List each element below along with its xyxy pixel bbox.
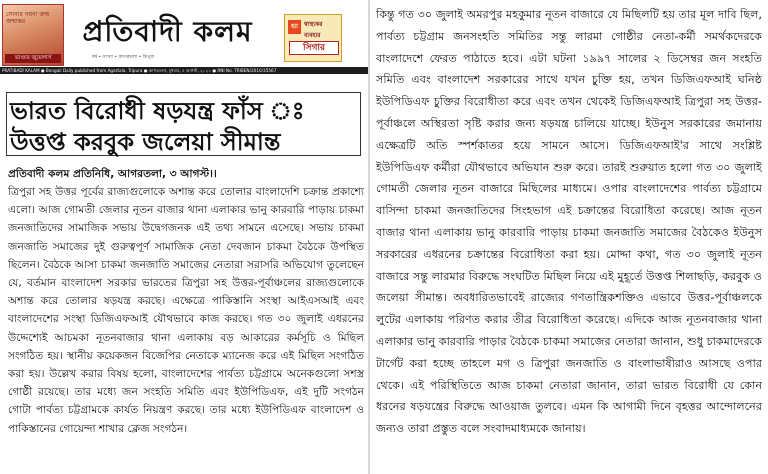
byline-text: প্রতিবাদী কলম প্রতিনিধি, আগরতলা, ৩ আগস্ট।। [8, 168, 217, 180]
newspaper-subtitle: বর্ষ • সংখ্যা • আগরতলা • ত্রিপুরা [92, 55, 155, 60]
ad-right-tagline: স্বাস্থ্যকর ব্যবহার [304, 21, 323, 39]
jewellery-advertisement [2, 4, 64, 66]
newspaper-title: প্রতিবাদী কলম [82, 15, 253, 48]
ad-left-brand: ভাণ্ডার জুয়েলার্স [5, 54, 61, 63]
column-divider [368, 0, 370, 474]
article-left-column: ত্রিপুরা সহ উত্তর পূর্বের রাজ্যগুলোকে অশান্ত করে তোলার বাংলাদেশি চক্রান্ত প্রকাশ্যে এলো। আজ গোমতী জেলার নূতন বাজার থানা এলাকার ভানু কারবারি পাড়ায় চাকমা জনজাতিদের সামাজিক সভায় উদ্বেগজনক এই তথ্য সামনে এসেছে। সভায় চাকমা জনজাতি সমাজের দুই গুরুত্বপূর্ণ সামাজিক নেতা দেবজান চাকমা বৈঠকে উপস্থিত ছিলেন। বৈঠকে আসা চাকমা জনজাতি সমাজের নেতারা সরাসরি অভিযোগ তুলেছেন যে, বর্তমান বাংলাদেশ সরকার ভারতের ত্রিপুরা সহ উত্তর-পূর্বাঞ্চলের রাজ্যগুলোকে অশান্ত করে তোলার ষড়যন্ত্র করছে। এক্ষেত্রে পাকিস্তানি সংস্থা আইএসআই এবং বাংলাদেশের সংস্থা ডিজিএফআই যৌথভাবে কাজ করছে। গত ৩০ জুলাই এধরনের উদ্দেশ্যেই আচমকা নূতনবাজার থানা এলাকায় বড় আকারের কর্মসূচি ও মিছিল সংগঠিত হয়। স্থানীয় কয়েকজন বিজেপির নেতাকে ম্যানেজ করে এই মিছিল সংগঠিত করা হয়। উল্লেখ করার বিষয় হলো, বাংলাদেশের পার্বত্য চট্টগ্রামে অনেকগুলো সশস্ত্র গোষ্ঠী রয়েছে। তার মধ্যে জন সংহতি সমিতি এবং ইউপিডিএফ, এই দুটি সংগঠন গোটা পার্বত্য চট্টগ্রামকে কার্যত নিয়ন্ত্রণ করছে। তার মধ্যে ইউপিডিএফ বাংলাদেশ ও পাকিস্তানের গোয়েন্দা শাখার ক্লেজ সংগঠন। [8, 186, 364, 435]
ad-right-brand: সিগার [289, 41, 339, 55]
headline-line-1: ভারত বিরোধী ষড়যন্ত্র ফাঁস ঃ [10, 96, 305, 125]
headline-line-2: উত্তপ্ত করবুক জলেয়া সীমান্ত [10, 127, 281, 156]
ad-left-tagline: সোনার গয়না জন্ম জন্মান্তর [6, 11, 50, 25]
product-advertisement [284, 14, 342, 62]
masthead [0, 0, 370, 80]
ad-right-badge: হ্যা [288, 20, 301, 34]
article-right-column: কিন্তু গত ৩০ জুলাই অমরপুর মহকুমার নূতন বাজারে যে মিছিলটি হয় তার মূল দাবি ছিল, পার্বত্য চট্টগ্রাম জনসংহতি সমিতির সন্তু লারমা গোষ্ঠীর নেতা-কর্মী সমর্থকদেরকে বাংলাদেশে ফেরত পাঠাতে হবে। এটা ঘটনা ১৯৯৭ সালের ২ ডিসেম্বর জন সংহতি সমিতি এবং বাংলাদেশ সরকারের সাথে যখন চুক্তি হয়, তখন ডিজিএফআই ঘনিষ্ঠ ইউপিডিএফ চুক্তির বিরোধীতা করে এবং তখন থেকেই ডিজিএফআই ত্রিপুরা সহ উত্তর-পূর্বাঞ্চলে অস্থিরতা সৃষ্টি করার জন্য ষড়যন্ত্র চালিয়ে যাচ্ছে। ইউনুস সরকারের জমানায় এক্ষেত্রটি অতি স্পর্শকাতর হয়ে সামনে আসে। ডিজিএফআই'র সাথে সংশ্লিষ্ট ইউপিডিএফ কর্মীরা যৌথভাবে অভিযান শুরু করে। তারই শুরুয়াত হলো গত ৩০ জুলাই গোমতী জেলার নূতন বাজারে মিছিলের মাধ্যমে। ওপার বাংলাদেশের পার্বত্য চট্টগ্রামে বাসিন্দা চাকমা জনজাতিদের সিংহভাগ এই চক্রান্তের বিরোধিতা করেছে। আজ নূতন বাজার থানা এলাকায় ভানু কারবারি পাড়ায় চাকমা জনজাতি সমাজের বৈঠকেও ইউনুস সরকারের এধরনের চক্রান্তের বিরোধিতা করা হয়। মোদ্দা কথা, গত ৩০ জুলাই নূতন বাজারে সন্তু লারমার বিরুদ্ধে সংঘটিত মিছিল নিয়ে এই মুহূর্তে উত্তপ্ত শিলাছড়ি, করবুক ও জলেয়া সীমান্ত। অবধারিতভাবেই রাজ্যের গণতান্ত্রিকশক্তিও এভাবে উত্তর-পূর্বাঞ্চলকে লুটের এলাকায় পরিণত করার তীব্র বিরোধিতা করেছে। এদিকে আজ নূতনবাজার থানা এলাকার ভানু কারবারি পাড়ার বৈঠকে চাকমা সমাজের নেতারা জানান, শুধু চাকমাদেরকে টার্গেট করা হচ্ছে তাহলে মগ ও ত্রিপুরা জনজাতি ও বাংলাভাষীরাও আসছে ওপার থেকে। এই পরিস্থিতিতে আজ চাকমা নেতারা জানান, তারা ভারত বিরোধী যে কোন ধরনের ষড়যন্ত্রের বিরুদ্ধে আওয়াজ তুলবে। এমন কি আগামী দিনে বৃহত্তর আন্দোলনের জন্যও তারা প্রস্তুত বলে সংবাদমাধ্যমকে জানায়। [376, 8, 762, 436]
article-headline [10, 95, 362, 157]
dateline-bar: PRATIBADI KALAM ● Bengali Daily published from Agartala, Tripura ● আগরতলা, বুধবার, ৪ আগস্ট, ২০২১ ● RNI No. TRIBEN/2010/35567 [0, 67, 370, 74]
article-byline [8, 165, 364, 183]
